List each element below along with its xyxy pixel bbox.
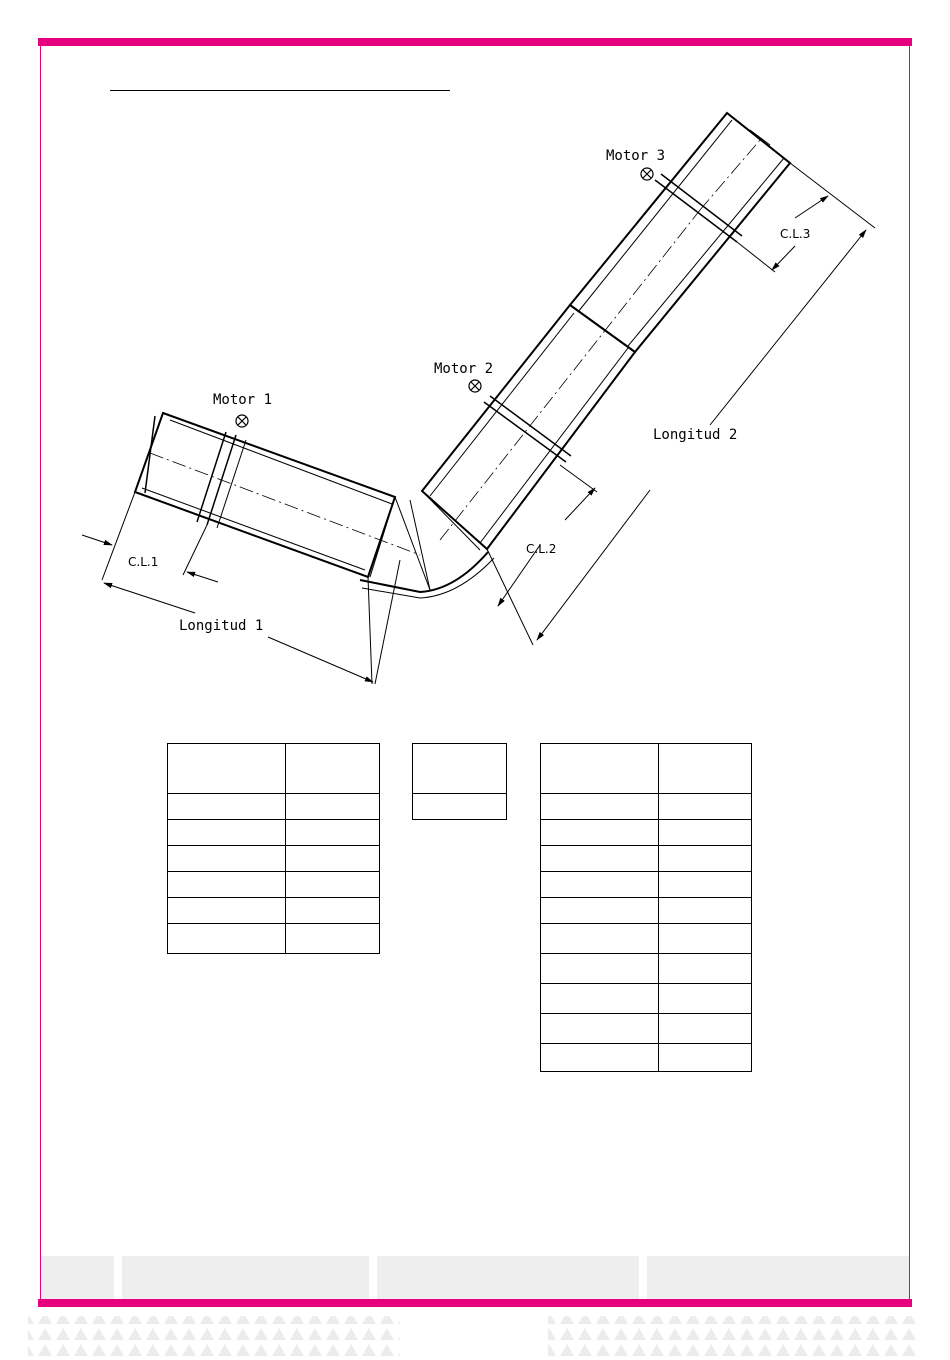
table-cell bbox=[659, 898, 752, 924]
middle-table bbox=[412, 743, 507, 820]
table-header-cell bbox=[659, 744, 752, 794]
bottom-accent-bar bbox=[38, 1299, 912, 1307]
table-cell bbox=[286, 924, 380, 954]
cl3-label: C.L.3 bbox=[780, 227, 811, 241]
table-cell bbox=[541, 820, 659, 846]
table-cell bbox=[541, 954, 659, 984]
motor-2-label: Motor 2 bbox=[434, 361, 494, 377]
table-cell bbox=[541, 846, 659, 872]
table-cell bbox=[659, 794, 752, 820]
longitud-1-label: Longitud 1 bbox=[179, 618, 264, 634]
table-header-cell bbox=[168, 744, 286, 794]
table-cell bbox=[659, 984, 752, 1014]
table-cell bbox=[659, 872, 752, 898]
cl2-label: C.L.2 bbox=[526, 542, 557, 556]
table-cell bbox=[659, 954, 752, 984]
table-cell bbox=[541, 1044, 659, 1072]
decorative-triangle-pattern bbox=[0, 1310, 950, 1360]
longitud-2-label: Longitud 2 bbox=[653, 427, 738, 443]
table-cell bbox=[286, 794, 380, 820]
table-cell bbox=[659, 1044, 752, 1072]
table-cell bbox=[168, 872, 286, 898]
footer-cell-1 bbox=[41, 1256, 114, 1299]
table-header-cell bbox=[286, 744, 380, 794]
table-cell bbox=[541, 898, 659, 924]
table-header-cell bbox=[413, 744, 507, 794]
table-cell bbox=[413, 794, 507, 820]
conveyor-section-3 bbox=[570, 113, 790, 352]
circle-x-icon bbox=[469, 380, 481, 392]
motor-1-label: Motor 1 bbox=[213, 392, 273, 408]
footer-cell-2 bbox=[122, 1256, 369, 1299]
table-cell bbox=[659, 1014, 752, 1044]
table-cell bbox=[541, 872, 659, 898]
footer-cell-4 bbox=[647, 1256, 909, 1299]
table-cell bbox=[541, 1014, 659, 1044]
footer-cell-3 bbox=[377, 1256, 639, 1299]
table-cell bbox=[541, 794, 659, 820]
circle-x-icon bbox=[236, 415, 248, 427]
dimension-lines bbox=[82, 163, 875, 684]
table-cell bbox=[168, 794, 286, 820]
table-cell bbox=[168, 846, 286, 872]
table-header-cell bbox=[541, 744, 659, 794]
right-table bbox=[540, 743, 752, 1072]
conveyor-section-2 bbox=[422, 210, 700, 549]
table-cell bbox=[286, 898, 380, 924]
table-cell bbox=[541, 984, 659, 1014]
motor-3-label: Motor 3 bbox=[606, 148, 666, 164]
table-cell bbox=[168, 820, 286, 846]
left-table bbox=[167, 743, 380, 954]
circle-x-icon bbox=[641, 168, 653, 180]
table-cell bbox=[659, 924, 752, 954]
table-cell bbox=[286, 872, 380, 898]
table-cell bbox=[659, 820, 752, 846]
table-cell bbox=[286, 820, 380, 846]
table-cell bbox=[168, 924, 286, 954]
table-cell bbox=[541, 924, 659, 954]
table-cell bbox=[659, 846, 752, 872]
cl1-label: C.L.1 bbox=[128, 555, 159, 569]
table-cell bbox=[286, 846, 380, 872]
conveyor-curve bbox=[360, 491, 494, 598]
table-cell bbox=[168, 898, 286, 924]
